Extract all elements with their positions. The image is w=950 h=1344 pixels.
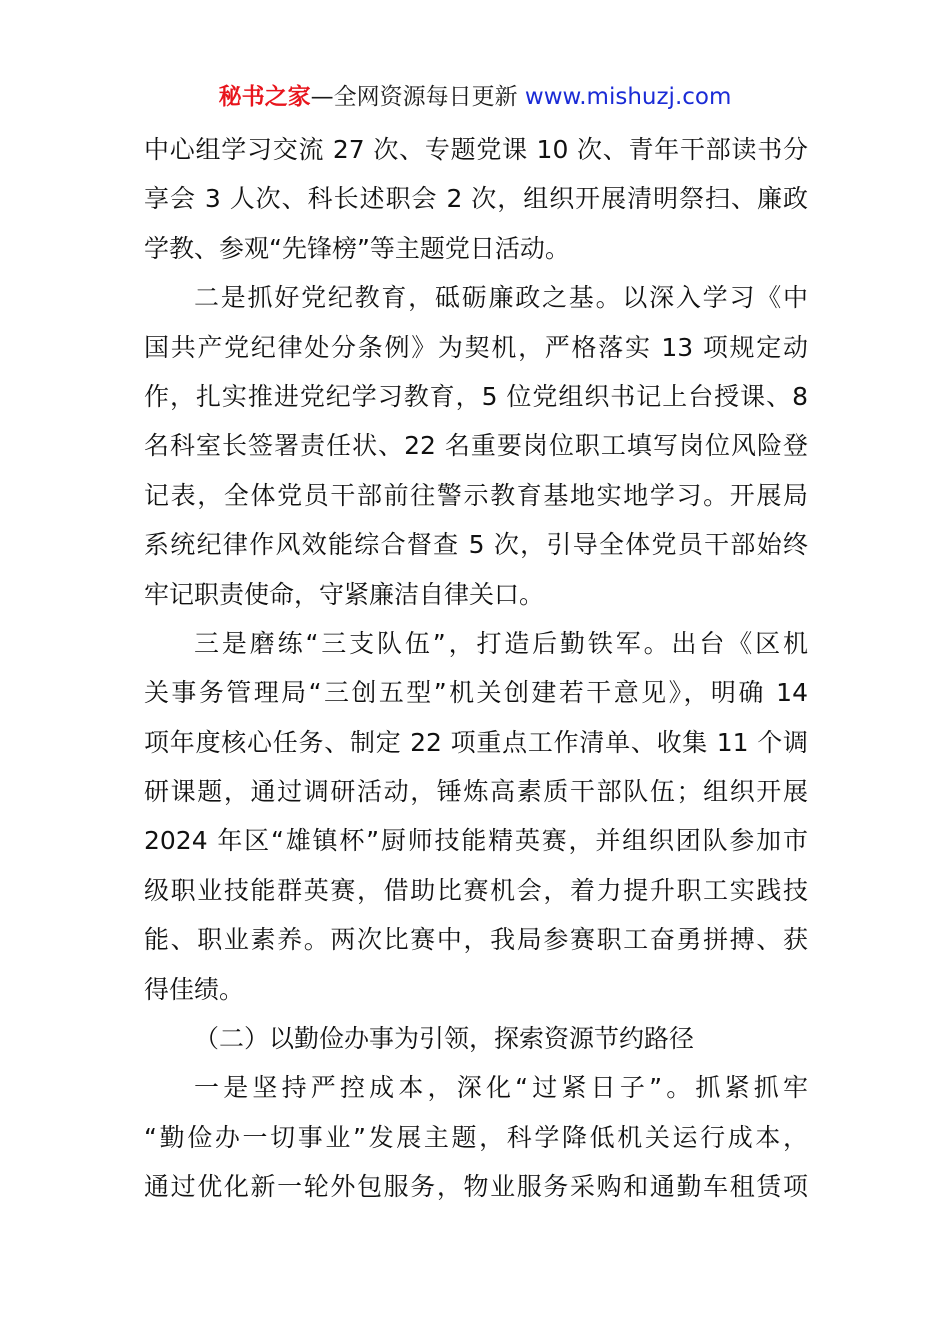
text-line: 享会 3 人次、科长述职会 2 次，组织开展清明祭扫、廉政: [144, 184, 808, 214]
site-tagline: —全网资源每日更新: [310, 84, 518, 110]
text-line: 得佳绩。: [144, 974, 245, 1004]
site-header: [0, 82, 950, 112]
text-line: 能、职业素养。两次比赛中，我局参赛职工奋勇拼搏、获: [144, 925, 808, 955]
text-line: 通过优化新一轮外包服务，物业服务采购和通勤车租赁项: [144, 1172, 808, 1202]
text-line: 学教、参观“先锋榜”等主题党日活动。: [144, 233, 570, 263]
text-line: “勤俭办一切事业”发展主题，科学降低机关运行成本，: [144, 1122, 808, 1152]
document-body: [144, 125, 808, 1212]
text-line: 国共产党纪律处分条例》为契机，严格落实 13 项规定动: [144, 332, 808, 362]
text-line: 级职业技能群英赛，借助比赛机会，着力提升职工实践技: [144, 875, 808, 905]
site-url[interactable]: www.mishuzj.com: [524, 84, 732, 110]
text-line: 关事务管理局“三创五型”机关创建若干意见》，明确 14: [144, 678, 808, 708]
paragraph-start: 三是磨练“三支队伍”，打造后勤铁军。出台《区机: [194, 628, 808, 658]
text-line: 中心组学习交流 27 次、专题党课 10 次、青年干部读书分: [144, 135, 808, 164]
site-brand: 秘书之家: [218, 84, 311, 110]
text-line: 记表，全体党员干部前往警示教育基地实地学习。开展局: [144, 480, 808, 510]
text-line: 牢记职责使命，守紧廉洁自律关口。: [144, 579, 545, 609]
text-line: 系统纪律作风效能综合督查 5 次，引导全体党员干部始终: [144, 530, 808, 560]
text-line: 2024 年区“雄镇杯”厨师技能精英赛，并组织团队参加市: [144, 826, 808, 856]
text-line: 名科室长签署责任状、22 名重要岗位职工填写岗位风险登: [144, 431, 808, 461]
section-heading: （二）以勤俭办事为引领，探索资源节约路径: [194, 1024, 695, 1054]
text-line: 研课题，通过调研活动，锤炼高素质干部队伍；组织开展: [144, 777, 808, 807]
text-line: 项年度核心任务、制定 22 项重点工作清单、收集 11 个调: [144, 727, 808, 757]
paragraph-start: 一是坚持严控成本，深化“过紧日子”。抓紧抓牢: [194, 1073, 808, 1103]
paragraph-start: 二是抓好党纪教育，砥砺廉政之基。以深入学习《中: [194, 283, 808, 313]
text-line: 作，扎实推进党纪学习教育，5 位党组织书记上台授课、8: [144, 381, 808, 411]
